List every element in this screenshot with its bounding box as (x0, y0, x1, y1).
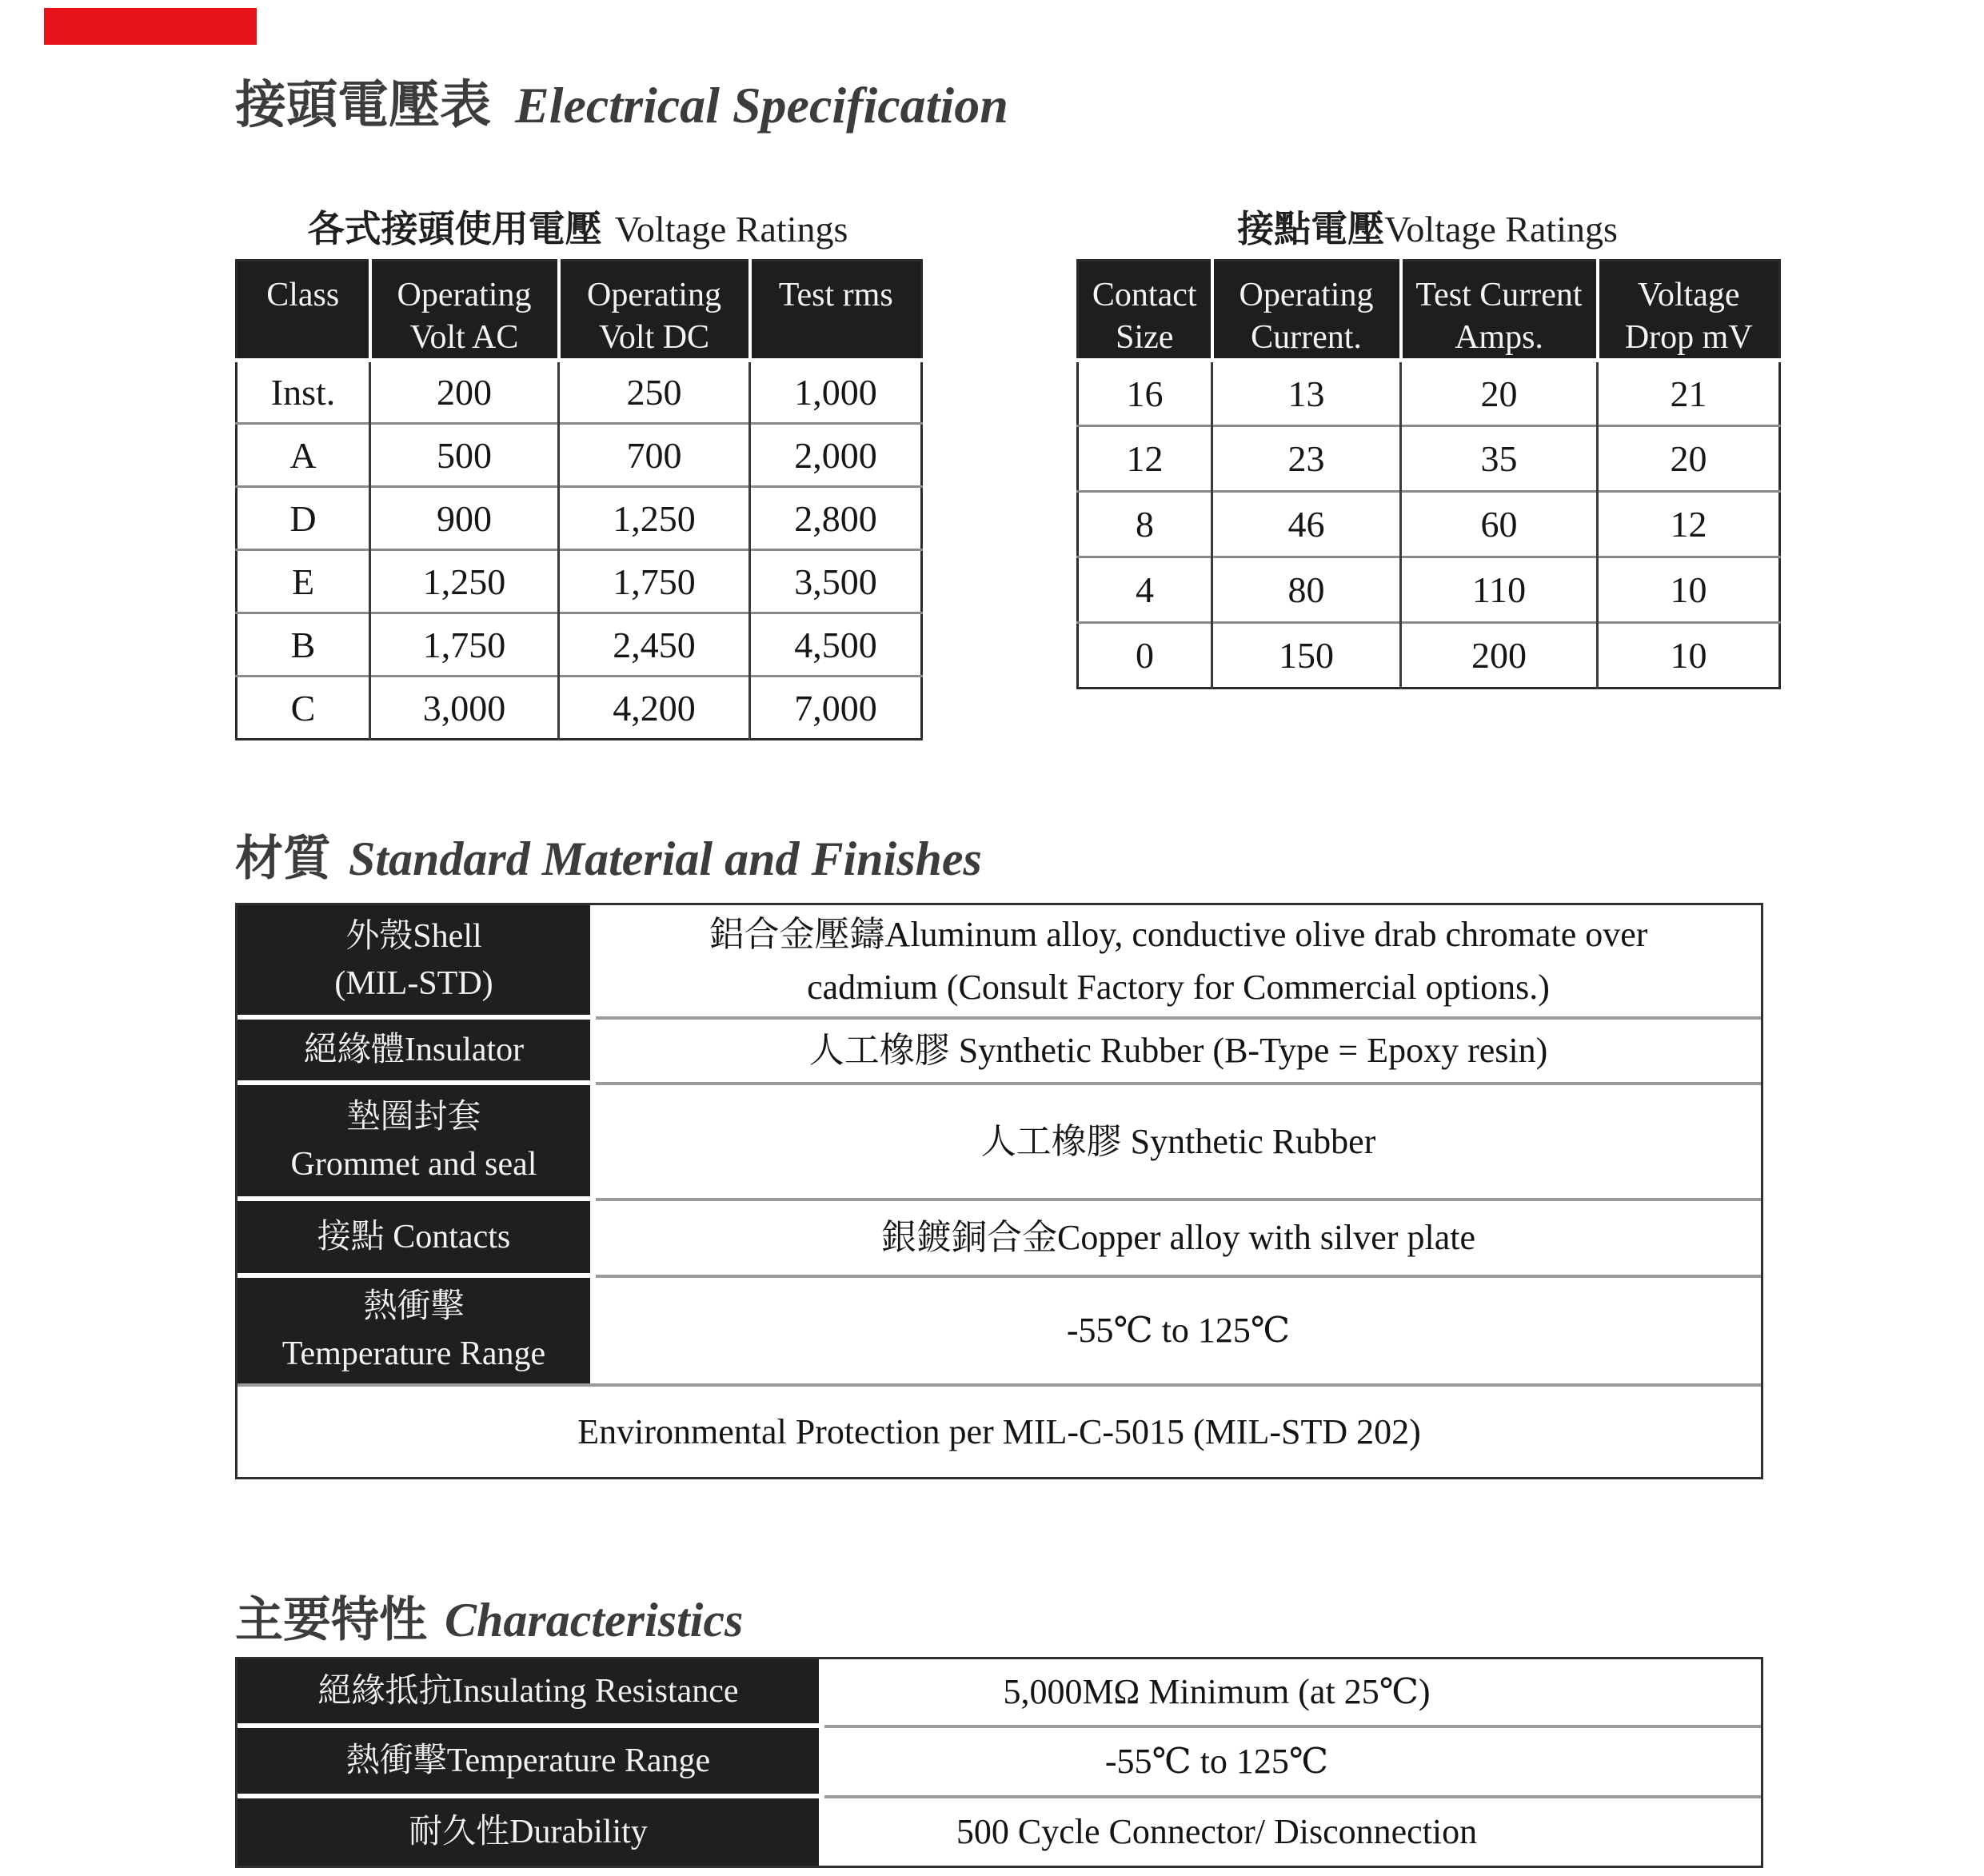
cell-volt-dc: 4,200 (559, 677, 750, 740)
header-line: Test rms (778, 277, 893, 313)
cell-voltage-drop: 21 (1598, 361, 1780, 426)
col-header-contact-size (1078, 261, 1212, 361)
header-line: Test Current (1415, 277, 1583, 313)
connector-voltage-table-head (237, 261, 922, 361)
characteristics-row-temperature-range (238, 1728, 1761, 1798)
label-line: Temperature Range (281, 1335, 546, 1372)
cell-test-current: 35 (1401, 426, 1598, 492)
material-table (235, 903, 1763, 1479)
value-line: 5,000MΩ Minimum (at 25℃) (1003, 1672, 1431, 1711)
cell-test-rms: 7,000 (750, 677, 922, 740)
value-line: 人工橡膠 Synthetic Rubber (980, 1121, 1376, 1161)
cell-volt-dc: 250 (559, 361, 750, 424)
cell-operating-current: 46 (1212, 492, 1401, 557)
page-title-cjk: 接頭電壓表 (235, 77, 491, 134)
col-header-class (237, 261, 370, 361)
table-row (1078, 426, 1780, 492)
connector-voltage-title-en: Voltage Ratings (614, 209, 848, 249)
contact-voltage-table-body (1078, 361, 1780, 689)
label-line: (MIL-STD) (334, 964, 493, 1002)
table-row (1078, 557, 1780, 623)
cell-voltage-drop: 10 (1598, 557, 1780, 623)
label-line: 絕緣抵抗Insulating Resistance (317, 1672, 739, 1710)
header-line: Contact (1092, 277, 1197, 313)
characteristics-value-durability (824, 1798, 1761, 1866)
connector-voltage-ratings-section (235, 200, 920, 740)
value-line: 人工橡膠 Synthetic Rubber (B-Type = Epoxy resin) (808, 1031, 1548, 1070)
characteristics-section-heading (235, 1582, 743, 1650)
material-row-insulator (238, 1020, 1761, 1085)
table-row (1078, 492, 1780, 557)
cell-operating-current: 80 (1212, 557, 1401, 623)
cell-volt-dc: 1,250 (559, 487, 750, 550)
cell-contact-size: 16 (1078, 361, 1212, 426)
cell-test-rms: 2,800 (750, 487, 922, 550)
value-line: 500 Cycle Connector/ Disconnection (956, 1812, 1478, 1851)
contact-voltage-table-head (1078, 261, 1780, 361)
connector-voltage-ratings-title (235, 200, 920, 259)
cell-test-rms: 3,500 (750, 550, 922, 613)
cell-test-rms: 2,000 (750, 424, 922, 487)
cell-voltage-drop: 10 (1598, 623, 1780, 689)
label-line: 熱衝擊Temperature Range (345, 1742, 711, 1779)
cell-class: E (237, 550, 370, 613)
header-line: Current. (1251, 318, 1362, 356)
table-row (1078, 623, 1780, 689)
table-row (237, 613, 922, 677)
red-accent-bar (44, 8, 257, 45)
contact-voltage-title-en: Voltage Ratings (1384, 209, 1618, 249)
value-line: -55℃ to 125℃ (1066, 1311, 1291, 1350)
contact-voltage-ratings-section (1076, 200, 1778, 689)
label-line: 絕緣體Insulator (303, 1031, 525, 1068)
col-header-test-rms (750, 261, 922, 361)
material-row-grommet (238, 1085, 1761, 1201)
header-line: Class (266, 277, 340, 313)
header-line: Size (1116, 318, 1174, 356)
cell-voltage-drop: 20 (1598, 426, 1780, 492)
cell-operating-current: 150 (1212, 623, 1401, 689)
cell-volt-dc: 2,450 (559, 613, 750, 677)
material-row-temperature (238, 1278, 1761, 1383)
connector-voltage-table-body (237, 361, 922, 740)
table-row (237, 677, 922, 740)
contact-voltage-ratings-title (1076, 200, 1778, 259)
label-line: 墊圈封套 (346, 1098, 481, 1136)
cell-volt-dc: 700 (559, 424, 750, 487)
label-line: Grommet and seal (290, 1145, 537, 1183)
cell-operating-current: 13 (1212, 361, 1401, 426)
cell-test-rms: 1,000 (750, 361, 922, 424)
cell-voltage-drop: 12 (1598, 492, 1780, 557)
characteristics-row-durability (238, 1798, 1761, 1866)
col-header-operating-volt-dc (559, 261, 750, 361)
header-line: Operating (587, 277, 721, 313)
characteristics-value-insulating-resistance (824, 1659, 1761, 1728)
cell-volt-ac: 500 (370, 424, 559, 487)
material-label-shell (238, 905, 596, 1020)
header-row (237, 261, 922, 361)
characteristics-label-durability (238, 1798, 824, 1866)
characteristics-value-temperature-range (824, 1728, 1761, 1798)
value-line: -55℃ to 125℃ (1104, 1742, 1329, 1781)
header-line: Voltage (1637, 277, 1740, 313)
material-value-temperature (596, 1278, 1761, 1383)
col-header-test-current-amps (1401, 261, 1598, 361)
value-line: cadmium (Consult Factory for Commercial options.) (807, 967, 1550, 1007)
material-heading-cjk: 材質 (235, 832, 331, 885)
characteristics-table (235, 1657, 1763, 1868)
header-line: Operating (1239, 277, 1374, 313)
header-line: Volt AC (409, 318, 519, 356)
value-line: 銀鍍銅合金Copper alloy with silver plate (881, 1218, 1475, 1257)
material-heading-en: Standard Material and Finishes (349, 832, 982, 885)
cell-contact-size: 12 (1078, 426, 1212, 492)
header-line: Amps. (1455, 318, 1543, 356)
material-row-shell (238, 905, 1761, 1020)
characteristics-label-temperature-range (238, 1728, 824, 1798)
cell-volt-ac: 1,750 (370, 613, 559, 677)
material-label-grommet (238, 1085, 596, 1201)
characteristics-heading-cjk: 主要特性 (235, 1594, 427, 1646)
material-value-grommet (596, 1085, 1761, 1201)
material-row-contacts (238, 1201, 1761, 1278)
cell-test-current: 110 (1401, 557, 1598, 623)
label-line: 耐久性Durability (409, 1813, 648, 1850)
label-line: 外殼Shell (345, 917, 482, 955)
header-line: Operating (397, 277, 532, 313)
cell-volt-ac: 900 (370, 487, 559, 550)
cell-class: D (237, 487, 370, 550)
material-label-insulator (238, 1020, 596, 1085)
cell-volt-dc: 1,750 (559, 550, 750, 613)
material-value-shell (596, 905, 1761, 1020)
material-label-temperature (238, 1278, 596, 1383)
page-title-en: Electrical Specification (515, 77, 1008, 134)
cell-contact-size: 8 (1078, 492, 1212, 557)
cell-class: A (237, 424, 370, 487)
cell-contact-size: 0 (1078, 623, 1212, 689)
label-line: 熱衝擊 (363, 1288, 465, 1326)
col-header-operating-volt-ac (370, 261, 559, 361)
table-row (237, 550, 922, 613)
cell-test-current: 60 (1401, 492, 1598, 557)
cell-volt-ac: 3,000 (370, 677, 559, 740)
col-header-operating-current (1212, 261, 1401, 361)
table-row (237, 424, 922, 487)
header-line: Drop mV (1624, 318, 1753, 356)
contact-voltage-table (1076, 259, 1781, 689)
cell-test-current: 200 (1401, 623, 1598, 689)
characteristics-heading-en: Characteristics (445, 1594, 744, 1646)
cell-test-rms: 4,500 (750, 613, 922, 677)
cell-class: C (237, 677, 370, 740)
material-section-heading (235, 820, 982, 889)
material-value-contacts (596, 1201, 1761, 1278)
cell-class: Inst. (237, 361, 370, 424)
material-footer-environmental: Environmental Protection per MIL-C-5015 (MIL-STD 202) (238, 1383, 1761, 1477)
col-header-voltage-drop-mv (1598, 261, 1780, 361)
cell-class: B (237, 613, 370, 677)
header-line: Volt DC (598, 318, 710, 356)
cell-test-current: 20 (1401, 361, 1598, 426)
contact-voltage-title-cjk: 接點電壓 (1237, 209, 1385, 249)
connector-voltage-table (235, 259, 923, 740)
cell-volt-ac: 1,250 (370, 550, 559, 613)
value-line: 鋁合金壓鑄Aluminum alloy, conductive olive drab chromate over (709, 914, 1648, 954)
material-value-insulator (596, 1020, 1761, 1085)
table-row (1078, 361, 1780, 426)
table-row (237, 361, 922, 424)
table-row (237, 487, 922, 550)
cell-operating-current: 23 (1212, 426, 1401, 492)
material-label-contacts (238, 1201, 596, 1278)
characteristics-row-insulating-resistance (238, 1659, 1761, 1728)
cell-volt-ac: 200 (370, 361, 559, 424)
page-title (235, 64, 1008, 138)
characteristics-label-insulating-resistance (238, 1659, 824, 1728)
cell-contact-size: 4 (1078, 557, 1212, 623)
header-row (1078, 261, 1780, 361)
label-line: 接點 Contacts (317, 1218, 511, 1255)
connector-voltage-title-cjk: 各式接頭使用電壓 (307, 209, 602, 249)
